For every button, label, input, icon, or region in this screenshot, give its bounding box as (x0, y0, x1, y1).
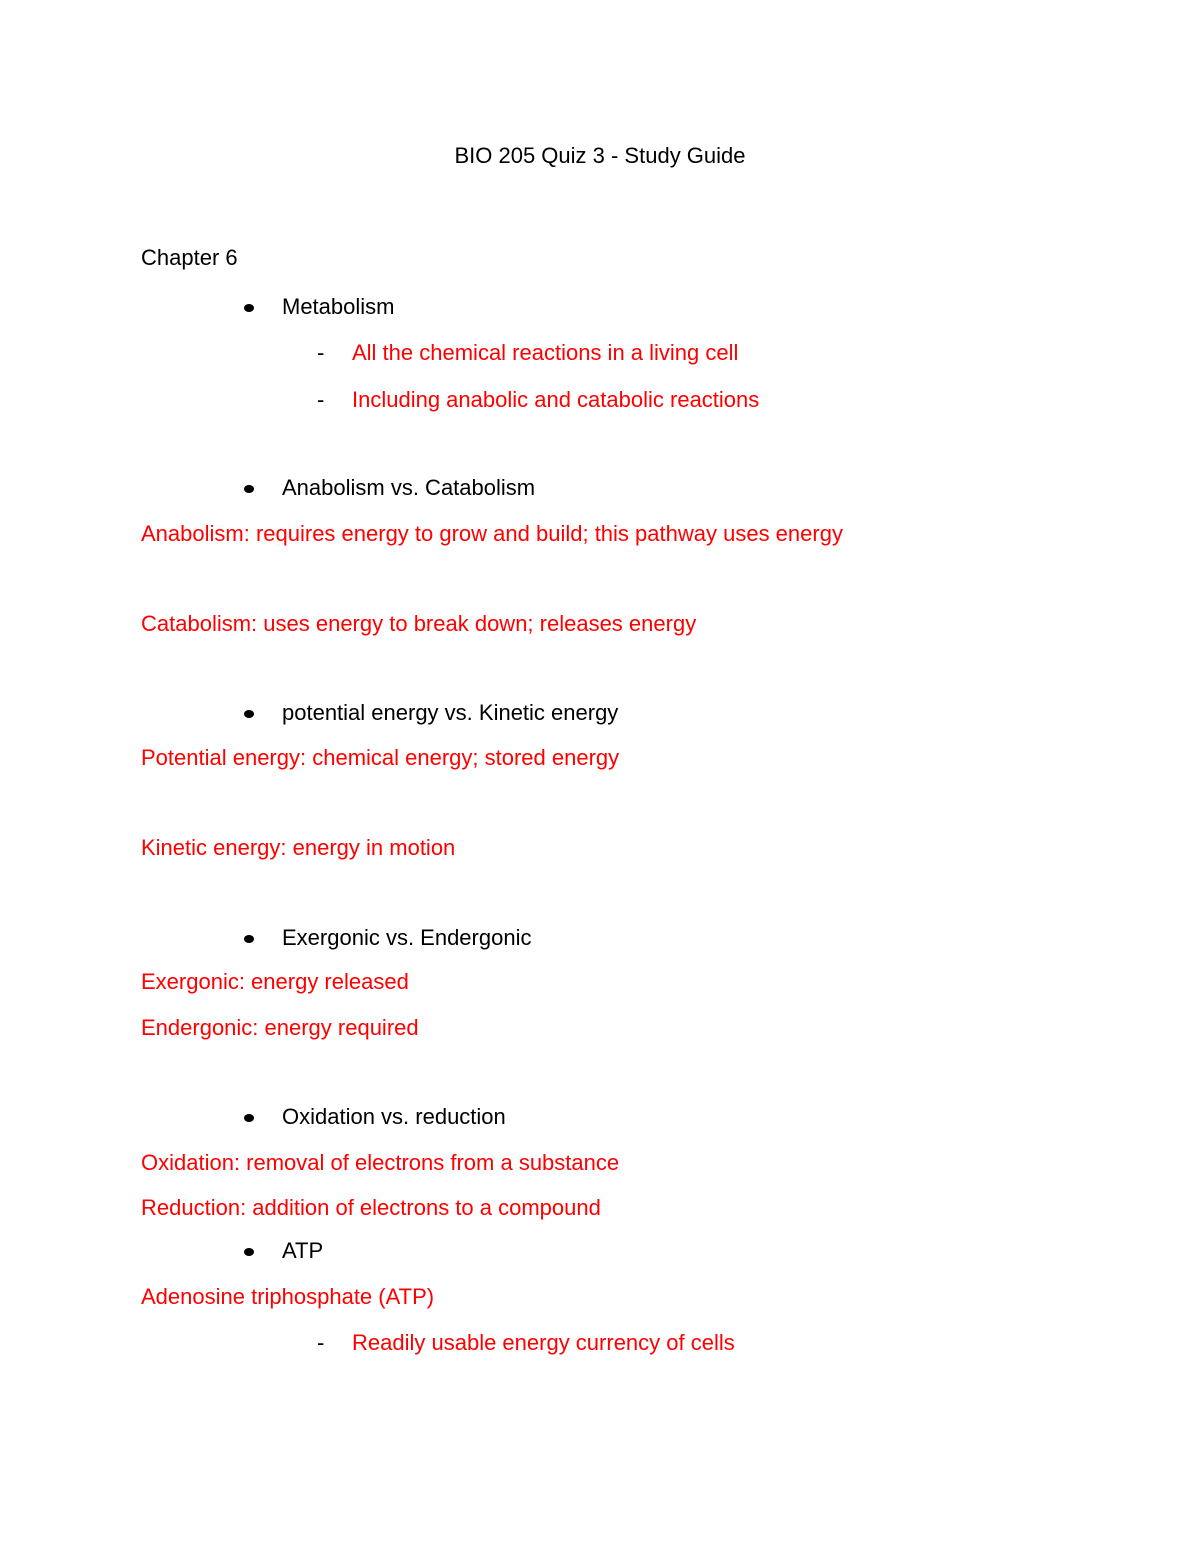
page-title: BIO 205 Quiz 3 - Study Guide (454, 143, 746, 168)
bullet-icon (244, 1114, 254, 1122)
dash-icon: - (317, 387, 325, 412)
reduction-definition: Reduction: addition of electrons to a compound (141, 1195, 601, 1220)
bullet-icon (244, 1248, 254, 1256)
dash-icon: - (317, 1330, 325, 1355)
atp-definition: Adenosine triphosphate (ATP) (141, 1284, 435, 1309)
topic-metabolism: Metabolism (282, 294, 395, 319)
oxidation-definition: Oxidation: removal of electrons from a substance (141, 1150, 620, 1175)
kinetic-energy-definition: Kinetic energy: energy in motion (141, 835, 456, 860)
endergonic-definition: Endergonic: energy required (141, 1015, 419, 1040)
bullet-icon (244, 304, 254, 312)
dash-icon: - (317, 340, 325, 365)
bullet-icon (244, 710, 254, 718)
bullet-icon (244, 485, 254, 493)
topic-energy-types: potential energy vs. Kinetic energy (282, 700, 619, 725)
topic-anabolism-catabolism: Anabolism vs. Catabolism (282, 475, 536, 500)
chapter-heading: Chapter 6 (141, 245, 238, 270)
metabolism-note: Including anabolic and catabolic reactions (352, 387, 760, 412)
topic-oxidation-reduction: Oxidation vs. reduction (282, 1104, 506, 1129)
catabolism-definition: Catabolism: uses energy to break down; releases energy (141, 611, 697, 636)
potential-energy-definition: Potential energy: chemical energy; stored energy (141, 745, 620, 770)
topic-exergonic-endergonic: Exergonic vs. Endergonic (282, 925, 532, 950)
anabolism-definition: Anabolism: requires energy to grow and build; this pathway uses energy (141, 521, 843, 546)
topic-atp: ATP (282, 1238, 324, 1263)
exergonic-definition: Exergonic: energy released (141, 969, 409, 994)
atp-note: Readily usable energy currency of cells (352, 1330, 735, 1355)
metabolism-definition: All the chemical reactions in a living cell (352, 340, 739, 365)
bullet-icon (244, 935, 254, 943)
